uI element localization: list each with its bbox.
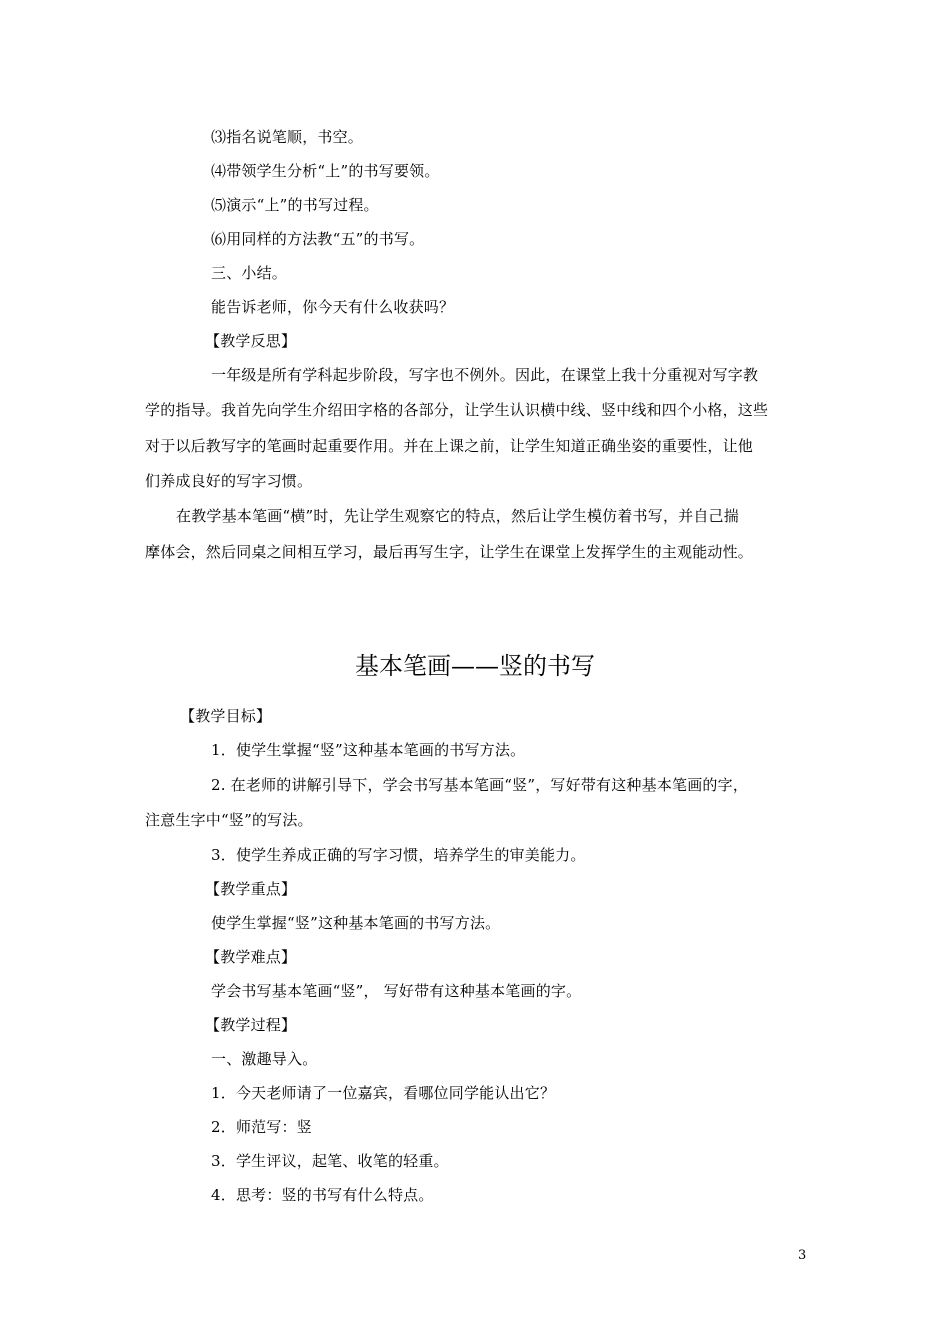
reflection-para2-line1: 在教学基本笔画“横”时，先让学生观察它的特点，然后让学生模仿着书写，并自己揣 bbox=[176, 507, 739, 525]
summary-question: 能告诉老师，你今天有什么收获吗？ bbox=[211, 298, 455, 316]
process-step-3: 3．学生评议，起笔、收笔的轻重。 bbox=[211, 1152, 449, 1170]
goal-3: 3．使学生养成正确的写字习惯，培养学生的审美能力。 bbox=[211, 846, 586, 864]
step-4-line: ⑷带领学生分析“上”的书写要领。 bbox=[211, 162, 440, 180]
key-points-header: 【教学重点】 bbox=[205, 880, 297, 898]
process-intro: 一、激趣导入。 bbox=[211, 1050, 318, 1068]
difficulty-header: 【教学难点】 bbox=[205, 948, 297, 966]
difficulty-text: 学会书写基本笔画“竖”， 写好带有这种基本笔画的字。 bbox=[211, 982, 582, 1000]
step-6-line: ⑹用同样的方法教“五”的书写。 bbox=[211, 230, 425, 248]
process-step-1: 1．今天老师请了一位嘉宾，看哪位同学能认出它？ bbox=[211, 1084, 556, 1102]
page-number: 3 bbox=[798, 1248, 807, 1263]
goals-header: 【教学目标】 bbox=[180, 707, 272, 725]
reflection-header: 【教学反思】 bbox=[205, 332, 297, 350]
process-header: 【教学过程】 bbox=[205, 1016, 297, 1034]
reflection-para1-line3: 对于以后教写字的笔画时起重要作用。并在上课之前，让学生知道正确坐姿的重要性，让他 bbox=[145, 437, 754, 455]
lesson-title: 基本笔画——竖的书写 bbox=[355, 652, 595, 680]
key-points-text: 使学生掌握“竖”这种基本笔画的书写方法。 bbox=[211, 914, 501, 932]
goal-2-line1: 2. 在老师的讲解引导下，学会书写基本笔画“竖”，写好带有这种基本笔画的字， bbox=[211, 776, 749, 794]
step-5-line: ⑸演示“上”的书写过程。 bbox=[211, 196, 379, 214]
reflection-para1-line2: 学的指导。我首先向学生介绍田字格的各部分，让学生认识横中线、竖中线和四个小格，这些 bbox=[145, 401, 769, 419]
summary-heading: 三、小结。 bbox=[211, 264, 288, 282]
goal-1: 1．使学生掌握“竖”这种基本笔画的书写方法。 bbox=[211, 741, 526, 759]
reflection-para1-line4: 们养成良好的写字习惯。 bbox=[145, 472, 313, 490]
goal-2-line2: 注意生字中“竖”的写法。 bbox=[145, 811, 313, 829]
reflection-para2-line2: 摩体会，然后同桌之间相互学习，最后再写生字，让学生在课堂上发挥学生的主观能动性。 bbox=[145, 543, 754, 561]
step-3-line: ⑶指名说笔顺，书空。 bbox=[211, 128, 364, 146]
process-step-2: 2．师范写：竖 bbox=[211, 1118, 312, 1136]
reflection-para1-line1: 一年级是所有学科起步阶段，写字也不例外。因此，在课堂上我十分重视对写字教 bbox=[211, 366, 759, 384]
process-step-4: 4．思考：竖的书写有什么特点。 bbox=[211, 1186, 434, 1204]
